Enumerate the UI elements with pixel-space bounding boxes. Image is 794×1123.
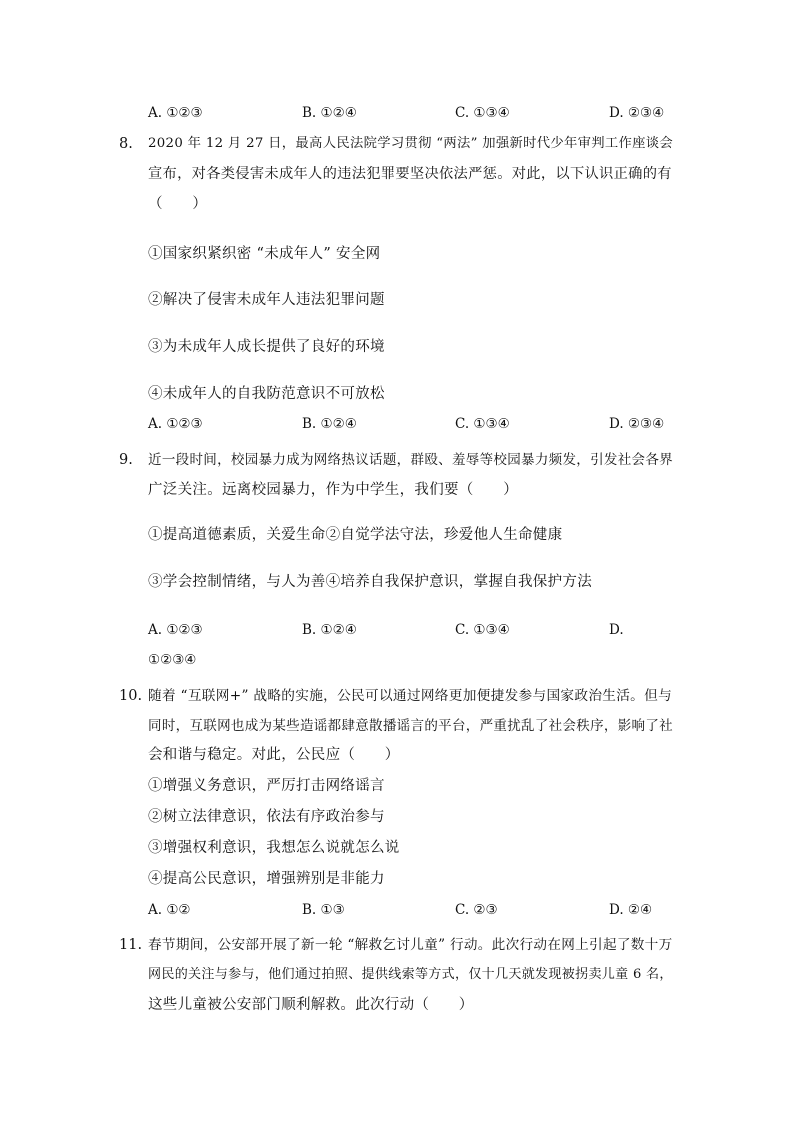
question-8-statement-3: ③为未成年人成长提供了良好的环境 (148, 339, 385, 355)
question-8-option-a[interactable]: A. ①②③ (148, 416, 203, 432)
question-8-option-b[interactable]: B. ①②④ (302, 416, 357, 432)
question-10-stem-line2: 同时，互联网也成为某些造谣都肆意散播谣言的平台，严重扰乱了社会秩序，影响了社 (148, 718, 673, 734)
prev-option-d[interactable]: D. ②③④ (609, 105, 665, 121)
question-10-option-a[interactable]: A. ①② (148, 902, 191, 918)
question-10-statement-1: ①增强义务意识，严厉打击网络谣言 (148, 778, 385, 794)
question-8-number: 8. (119, 136, 133, 152)
question-8-statement-4: ④未成年人的自我防范意识不可放松 (148, 386, 385, 402)
prev-option-b[interactable]: B. ①②④ (302, 105, 357, 121)
prev-option-a[interactable]: A. ①②③ (148, 105, 203, 121)
question-10-number: 10. (119, 688, 143, 704)
question-11-stem-line3: 这些儿童被公安部门顺利解救。此次行动（ ） (148, 997, 474, 1013)
question-10-statement-3: ③增强权利意识，我想怎么说就怎么说 (148, 840, 400, 856)
question-8-stem-line2: 宣布，对各类侵害未成年人的违法犯罪要坚决依法严惩。对此，以下认识正确的有 (148, 166, 672, 182)
question-10-stem-line1: 随着 “互联网+” 战略的实施，公民可以通过网络更加便捷发参与国家政治生活。但与 (148, 688, 673, 704)
question-8-stem-line1: 2020 年 12 月 27 日，最高人民法院学习贯彻 “两法” 加强新时代少年审判工作座谈会 (148, 136, 674, 151)
question-9-option-a[interactable]: A. ①②③ (148, 622, 203, 638)
question-9-option-d[interactable]: D. (609, 622, 624, 638)
question-8-statement-1: ①国家织紧织密 “未成年人” 安全网 (148, 246, 381, 262)
question-10-statement-4: ④提高公民意识，增强辨别是非能力 (148, 871, 385, 887)
question-10-option-c[interactable]: C. ②③ (455, 902, 498, 918)
question-8-stem-line3: （ ） (148, 196, 208, 212)
question-10-statement-2: ②树立法律意识，依法有序政治参与 (148, 809, 385, 825)
question-10-option-b[interactable]: B. ①③ (302, 902, 345, 918)
question-10-option-d[interactable]: D. ②④ (609, 902, 653, 918)
question-8-option-d[interactable]: D. ②③④ (609, 416, 665, 432)
question-9-number: 9. (119, 452, 133, 468)
question-8-option-c[interactable]: C. ①③④ (455, 416, 510, 432)
question-9-option-b[interactable]: B. ①②④ (302, 622, 357, 638)
question-11-number: 11. (119, 937, 143, 953)
question-9-statements-3-4: ③学会控制情绪，与人为善④培养自我保护意识，掌握自我保护方法 (148, 574, 592, 590)
prev-option-c[interactable]: C. ①③④ (455, 105, 510, 121)
question-9-stem-line1: 近一段时间，校园暴力成为网络热议话题，群殴、羞辱等校园暴力频发，引发社会各界 (148, 452, 673, 468)
question-9-stem-line2: 广泛关注。远离校园暴力，作为中学生，我们要（ ） (148, 482, 518, 498)
question-10-stem-line3: 会和谐与稳定。对此，公民应（ ） (148, 747, 400, 763)
question-8-statement-2: ②解决了侵害未成年人违法犯罪问题 (148, 292, 385, 308)
question-9-option-d-continued[interactable]: ①②③④ (148, 652, 197, 668)
question-11-stem-line1: 春节期间，公安部开展了新一轮 “解救乞讨儿童” 行动。此次行动在网上引起了数十万 (148, 937, 673, 953)
question-11-stem-line2: 网民的关注与参与，他们通过拍照、提供线索等方式，仅十几天就发现被拐卖儿童 6 名， (148, 967, 673, 982)
question-9-statements-1-2: ①提高道德素质，关爱生命②自觉学法守法，珍爱他人生命健康 (148, 527, 563, 543)
question-9-option-c[interactable]: C. ①③④ (455, 622, 510, 638)
